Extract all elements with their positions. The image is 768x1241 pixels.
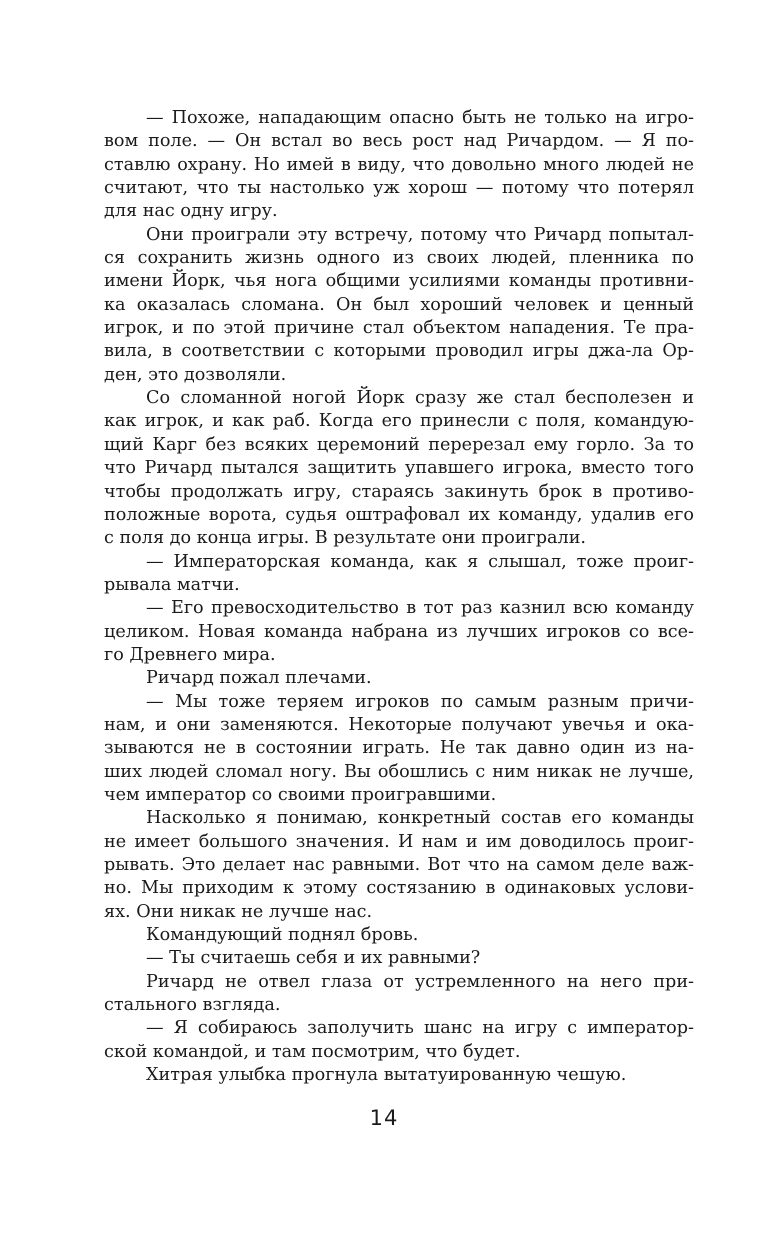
text-line: рывать. Это делает нас равными. Вот что на самом деле важ- <box>104 855 694 875</box>
text-line: рывала матчи. <box>104 574 240 595</box>
text-line: — Мы тоже теряем игроков по самым разным причи- <box>146 691 694 712</box>
text-line: — Ты считаешь себя и их равными? <box>146 948 481 969</box>
text-line: Насколько я понимаю, конкретный состав его команды <box>146 808 694 829</box>
text-line: нам, и они заменяются. Некоторые получают увечья и ока- <box>104 714 694 735</box>
text-line: Командующий поднял бровь. <box>146 925 419 946</box>
paragraph <box>104 224 694 387</box>
paragraph <box>104 924 694 947</box>
text-line: Со сломанной ногой Йорк сразу же стал бесполезен и <box>146 388 694 409</box>
text-line: ся сохранить жизнь одного из своих людей, пленника по <box>104 248 694 269</box>
paragraph <box>104 1064 694 1087</box>
text-line: — Я собираюсь заполучить шанс на игру с император- <box>146 1018 694 1039</box>
paragraph <box>104 691 694 808</box>
text-line: имени Йорк, чья нога общими усилиями команды противни- <box>104 271 694 292</box>
text-line: щий Карг без всяких церемоний перерезал ему горло. За то <box>104 434 694 455</box>
text-line: с поля до конца игры. В результате они проиграли. <box>104 528 587 549</box>
book-page-text <box>104 107 694 1087</box>
text-line: но. Мы приходим к этому состязанию в одинаковых услови- <box>104 878 694 899</box>
paragraph <box>104 1017 694 1064</box>
text-line: — Его превосходительство в тот раз казнил всю команду <box>146 598 694 619</box>
paragraph <box>104 947 694 970</box>
text-line: как игрок, и как раб. Когда его принесли с поля, командую- <box>104 411 694 432</box>
paragraph <box>104 597 694 667</box>
text-line: ставлю охрану. Но имей в виду, что довольно много людей не <box>104 154 694 175</box>
text-line: ших людей сломал ногу. Вы обошлись с ним никак не лучше, <box>104 761 694 782</box>
text-line: положные ворота, судья оштрафовал их команду, удалив его <box>104 504 694 525</box>
text-line: вом поле. — Он встал во весь рост над Ричардом. — Я по- <box>104 131 694 152</box>
text-line: игрок, и по этой причине стал объектом нападения. Те пра- <box>104 318 694 339</box>
text-line: целиком. Новая команда набрана из лучших игроков со все- <box>104 621 694 642</box>
text-line: зываются не в состоянии играть. Не так давно один из на- <box>104 738 694 759</box>
text-line: Они проиграли эту встречу, потому что Ричард попытал- <box>146 224 694 245</box>
paragraph <box>104 807 694 924</box>
text-line: чем император со своими проигравшими. <box>104 784 497 805</box>
paragraph <box>104 107 694 224</box>
paragraph <box>104 971 694 1018</box>
text-line: чтобы продолжать игру, стараясь закинуть брок в противо- <box>104 481 694 502</box>
text-line: вила, в соответствии с которыми проводил игры джа-ла Ор- <box>104 341 694 362</box>
text-line: ской командой, и там посмотрим, что будет. <box>104 1041 521 1062</box>
text-line: Ричард пожал плечами. <box>146 668 372 689</box>
text-line: ях. Они никак не лучше нас. <box>104 901 373 922</box>
text-line: что Ричард пытался защитить упавшего игрока, вместо того <box>104 458 694 479</box>
page-number: 14 <box>369 1106 399 1130</box>
text-line: Хитрая улыбка прогнула вытатуированную чешую. <box>146 1065 627 1086</box>
text-line: — Похоже, нападающим опасно быть не только на игро- <box>146 108 694 128</box>
paragraph <box>104 551 694 598</box>
text-line: — Императорская команда, как я слышал, тоже проиг- <box>146 551 694 572</box>
paragraph <box>104 667 694 690</box>
text-line: для нас одну игру. <box>104 201 278 222</box>
text-line: не имеет большого значения. И нам и им доводилось проиг- <box>104 831 694 852</box>
text-line: го Древнего мира. <box>104 644 276 665</box>
text-line: ка оказалась сломана. Он был хороший человек и ценный <box>104 294 694 315</box>
paragraph <box>104 387 694 550</box>
text-line: стального взгляда. <box>104 995 281 1016</box>
text-line: Ричард не отвел глаза от устремленного на него при- <box>146 971 694 992</box>
text-line: считают, что ты настолько уж хорош — потому что потерял <box>104 178 694 199</box>
text-line: ден, это дозволяли. <box>104 364 287 385</box>
